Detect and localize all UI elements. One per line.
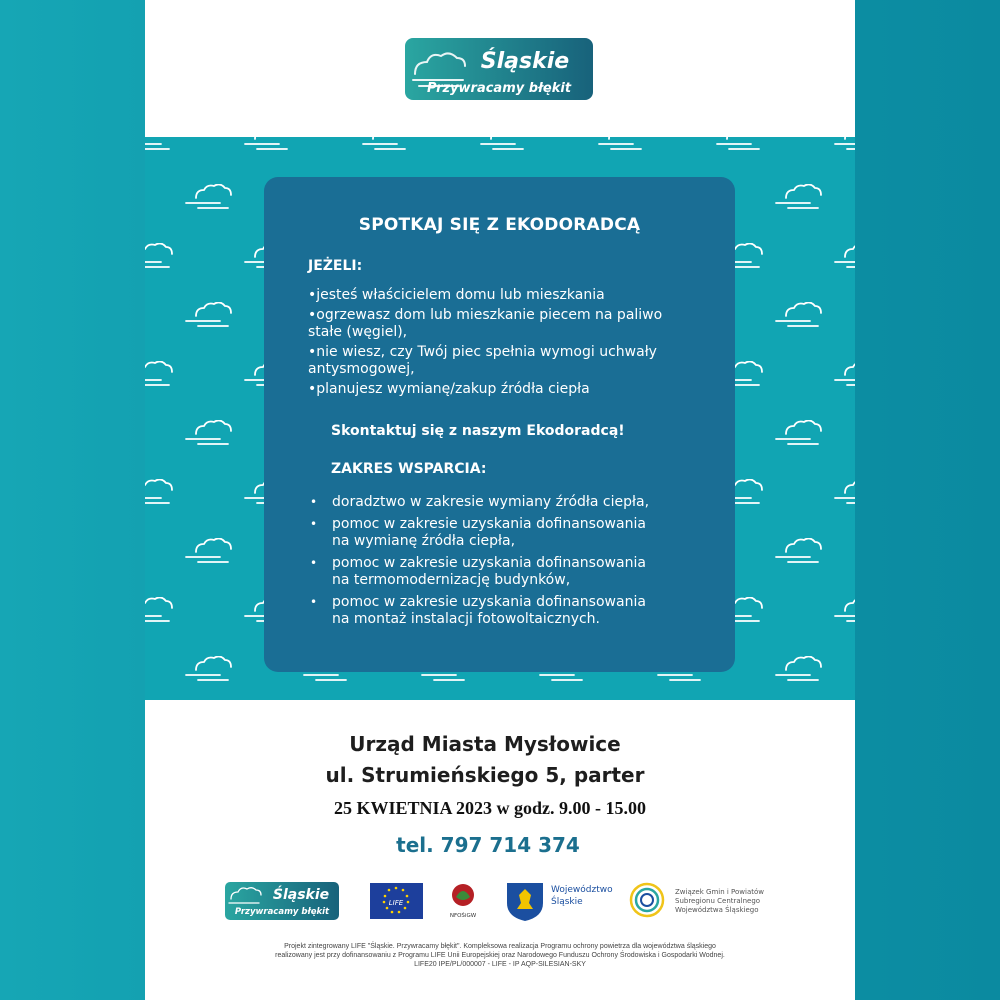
cloud-icon	[835, 361, 855, 385]
logo-tagline: Przywracamy błękit	[426, 81, 572, 96]
bullet-icon: •	[310, 556, 318, 570]
cloud-icon	[776, 538, 821, 562]
cloud-icon	[835, 479, 855, 503]
cloud-icon	[599, 137, 644, 149]
svg-text:Województwa Śląskiego: Województwa Śląskiego	[675, 906, 759, 914]
footer-line: LIFE20 IPE/PL/000007 - LIFE - IP AQP-SILESIAN-SKY	[414, 961, 586, 968]
cloud-icon	[363, 137, 408, 149]
svg-text:Przywracamy błękit: Przywracamy błękit	[234, 907, 330, 917]
info-card	[264, 177, 735, 672]
bullet-icon: •	[310, 517, 318, 531]
cloud-icon	[145, 243, 172, 267]
list-item: • pomoc w zakresie uzyskania dofinansowania na termomodernizację budynków,	[310, 555, 646, 588]
project-footer	[195, 942, 805, 969]
condition-list	[308, 287, 708, 401]
support-heading: ZAKRES WSPARCIA:	[331, 461, 487, 477]
event-address: ul. Strumieńskiego 5, parter	[325, 763, 645, 787]
teal-pattern-band	[145, 137, 855, 700]
cloud-icon	[481, 137, 526, 149]
list-item: • pomoc w zakresie uzyskania dofinansowania na montaż instalacji fotowoltaicznych.	[310, 594, 646, 627]
poster	[145, 0, 855, 1000]
bullet-icon: •	[310, 595, 318, 609]
nfosigw-logo	[450, 884, 477, 919]
partner-logos	[145, 875, 855, 935]
footer-line: Projekt zintegrowany LIFE "Śląskie. Przywracamy błękit". Kompleksowa realizacja Programu ochrony powietrza dla województwa śląskiego	[284, 943, 716, 950]
logo-brand-name: Śląskie	[480, 49, 570, 74]
cloud-icon	[835, 597, 855, 621]
slaskie-logo	[405, 38, 593, 100]
event-date: 25 KWIETNIA 2023 w godz. 9.00 - 15.00	[333, 798, 647, 818]
phone-number: tel. 797 714 374	[396, 833, 580, 857]
cloud-icon	[835, 243, 855, 267]
svg-text:Związek Gmin i Powiatów: Związek Gmin i Powiatów	[675, 888, 765, 896]
svg-text:NFOŚiGW: NFOŚiGW	[449, 913, 477, 919]
cloud-icon	[776, 420, 821, 444]
list-item: •ogrzewasz dom lub mieszkanie piecem na paliwo stałe (węgiel),	[308, 307, 663, 340]
slaskie-logo-small	[225, 882, 339, 920]
condition-heading: JEŻELI:	[308, 258, 363, 274]
footer-line: realizowany jest przy dofinansowaniu z Programu LIFE Unii Europejskiej oraz Narodowego Funduszu Ochrony Środowiska i Gospodarki Wodnej.	[275, 952, 725, 959]
support-list	[308, 494, 718, 633]
card-title: SPOTKAJ SIĘ Z EKODORADCĄ	[358, 215, 641, 235]
svg-text:LIFE: LIFE	[388, 899, 404, 907]
cloud-icon	[835, 137, 855, 149]
cloud-icon	[145, 361, 172, 385]
event-place: Urząd Miasta Mysłowice	[349, 732, 621, 756]
cloud-icon	[186, 184, 231, 208]
cloud-icon	[717, 137, 762, 149]
cloud-icon	[245, 137, 290, 149]
svg-text:Województwo: Województwo	[551, 885, 613, 895]
cloud-icon	[145, 137, 172, 149]
cloud-icon	[186, 302, 231, 326]
cloud-icon	[186, 538, 231, 562]
cloud-icon	[776, 302, 821, 326]
eu-life-logo	[370, 883, 423, 919]
cloud-icon	[145, 479, 172, 503]
list-item: •jesteś właścicielem domu lub mieszkania	[308, 287, 605, 303]
bullet-icon: •	[310, 495, 318, 509]
cloud-icon	[776, 656, 821, 680]
event-info	[145, 700, 855, 1000]
svg-text:Śląskie: Śląskie	[551, 897, 583, 907]
list-item: •nie wiesz, czy Twój piec spełnia wymogi uchwały antysmogowej,	[308, 344, 657, 377]
cloud-icon	[145, 597, 172, 621]
zwiazek-logo	[631, 884, 764, 916]
cloud-icon	[186, 420, 231, 444]
cloud-icon	[776, 184, 821, 208]
cloud-icon	[186, 656, 231, 680]
list-item: •planujesz wymianę/zakup źródła ciepła	[308, 381, 590, 397]
svg-text:Subregionu Centralnego: Subregionu Centralnego	[675, 897, 761, 905]
contact-cta: Skontaktuj się z naszym Ekodoradcą!	[331, 423, 625, 439]
list-item: • pomoc w zakresie uzyskania dofinansowania na wymianę źródła ciepła,	[310, 516, 646, 549]
list-item: • doradztwo w zakresie wymiany źródła ciepła,	[310, 494, 650, 510]
voivodeship-logo	[507, 883, 613, 921]
svg-text:Śląskie: Śląskie	[272, 887, 330, 903]
